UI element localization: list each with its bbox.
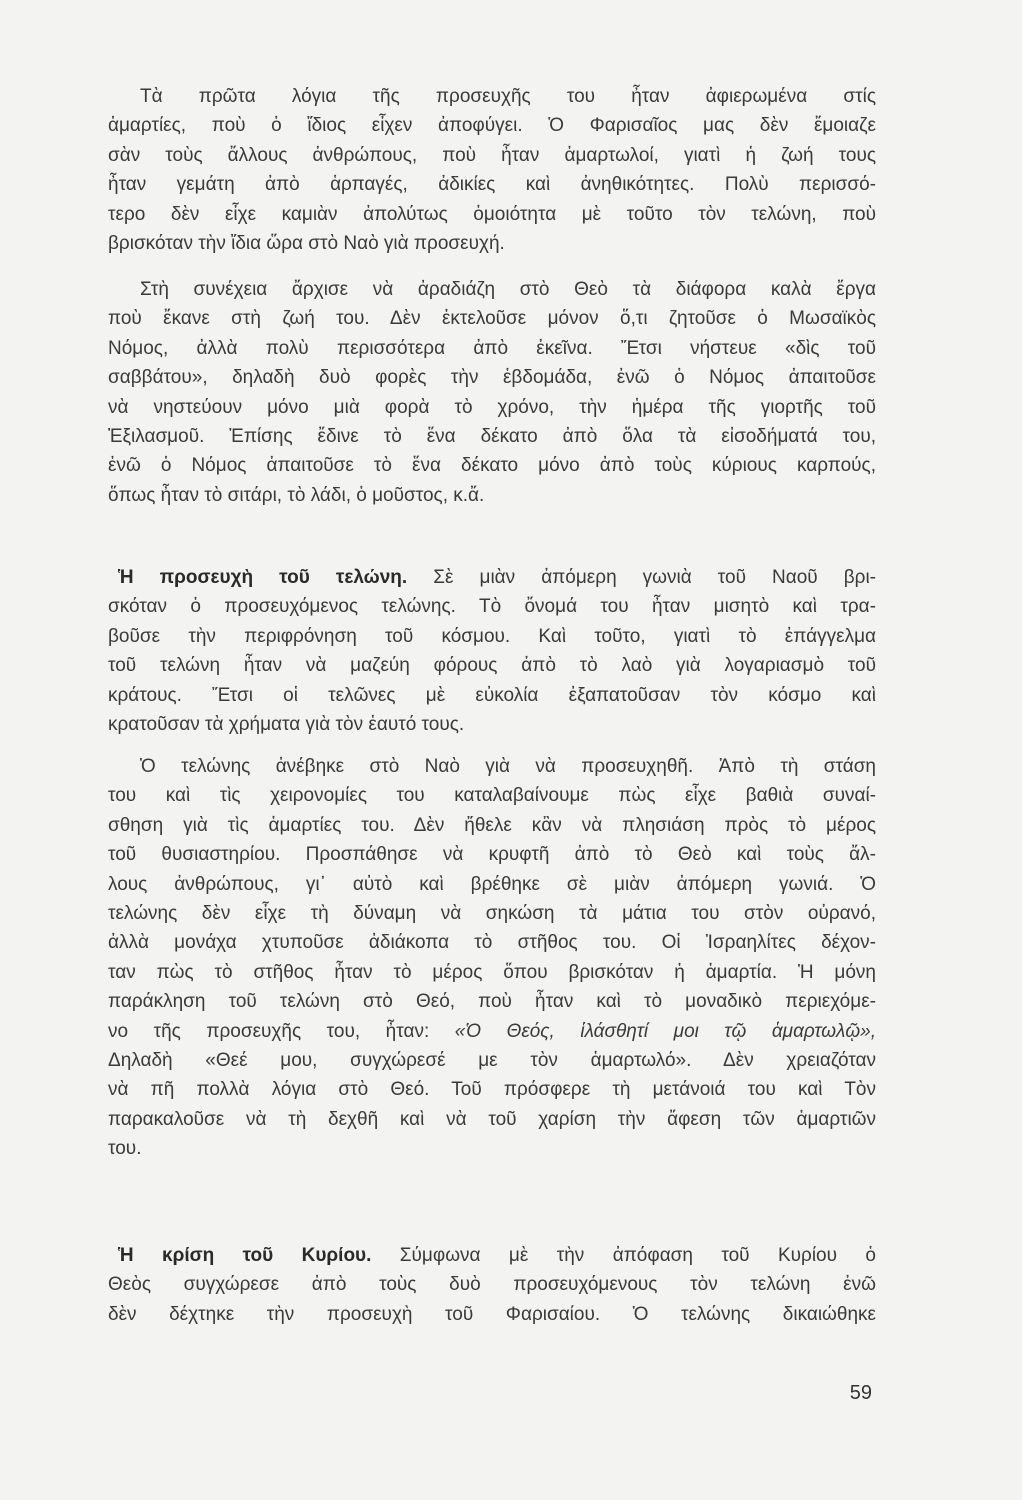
text-line: βοῦσε τὴν περιφρόνηση τοῦ κόσμου. Καὶ τοῦτο, γιατὶ τὸ ἐπάγγελμα bbox=[108, 625, 876, 647]
text-line: Ὁ τελώνης ἀνέβηκε στὸ Ναὸ γιὰ νὰ προσευχηθῆ. Ἀπὸ τὴ στάση bbox=[140, 756, 876, 777]
text-line: τοῦ τελώνη ἦταν νὰ μαζεύη φόρους ἀπὸ τὸ λαὸ γιὰ λογαριασμὸ τοῦ bbox=[108, 655, 876, 677]
text-line bbox=[108, 1241, 876, 1270]
text-line: ἁμαρτίες, ποὺ ὁ ἴδιος εἶχεν ἀποφύγει. Ὁ Φαρισαῖος μας δὲν ἔμοιαζε bbox=[108, 115, 876, 137]
text-line: ὅπως ἦταν τὸ σιτάρι, τὸ λάδι, ὁ μοῦστος, κ.ἄ. bbox=[108, 484, 485, 506]
text-span: Σὲ μιὰν ἀπόμερη γωνιὰ τοῦ Ναοῦ βρι- bbox=[433, 567, 876, 588]
text-line: νὰ πῆ πολλὰ λόγια στὸ Θεό. Τοῦ πρόσφερε τὴ μετάνοιά του καὶ Τὸν bbox=[108, 1079, 876, 1101]
text-line: Ἐξιλασμοῦ. Ἐπίσης ἔδινε τὸ ἕνα δέκατο ἀπὸ ὅλα τὰ εἰσοδήματά του, bbox=[108, 425, 876, 447]
text-line: νὰ νηστεύουν μόνο μιὰ φορὰ τὸ χρόνο, τὴν ἡμέρα τῆς γιορτῆς τοῦ bbox=[108, 396, 876, 418]
text-line: του. bbox=[108, 1138, 142, 1160]
text-line: Νόμος, ἀλλὰ πολὺ περισσότερα ἀπὸ ἐκεῖνα. Ἔτσι νήστευε «δὶς τοῦ bbox=[108, 337, 876, 359]
section-tax-collector-prayer bbox=[108, 563, 876, 739]
text-line: παράκληση τοῦ τελώνη στὸ Θεό, ποὺ ἦταν καὶ τὸ μοναδικὸ περιεχόμε- bbox=[108, 991, 876, 1013]
text-line: σὰν τοὺς ἄλλους ἀνθρώπους, ποὺ ἦταν ἁμαρτωλοί, γιατὶ ἡ ζωή τους bbox=[108, 144, 876, 166]
text-line: τελώνης δὲν εἶχε τὴ δύναμη νὰ σηκώση τὰ μάτια του στὸν οὐρανό, bbox=[108, 902, 876, 924]
text-line: κρατοῦσαν τὰ χρήματα γιὰ τὸν ἑαυτό τους. bbox=[108, 713, 465, 735]
section-heading: Ἡ κρίση τοῦ Κυρίου. bbox=[118, 1245, 372, 1266]
text-line: σκόταν ὁ προσευχόμενος τελώνης. Τὸ ὄνομά του ἦταν μισητὸ καὶ τρα- bbox=[108, 596, 876, 618]
text-line: ἀλλὰ μονάχα χτυποῦσε ἀδιάκοπα τὸ στῆθος του. Οἱ Ἰσραηλίτες δέχον- bbox=[108, 932, 876, 954]
text-line: τοῦ θυσιαστηρίου. Προσπάθησε νὰ κρυφτῆ ἀπὸ τὸ Θεὸ καὶ τοὺς ἄλ- bbox=[108, 844, 876, 866]
text-line: λους ἀνθρώπους, γι᾽ αὐτὸ καὶ βρέθηκε σὲ μιὰν ἀπόμερη γωνιά. Ὁ bbox=[108, 873, 876, 895]
paragraph-pharisee-prayer bbox=[108, 82, 876, 258]
paragraph-good-works bbox=[108, 275, 876, 510]
text-line: τερο δὲν εἶχε καμιὰν ἀπολύτως ὁμοιότητα μὲ τοῦτο τὸν τελώνη, ποὺ bbox=[108, 203, 876, 225]
text-line: σθηση γιὰ τὶς ἁμαρτίες του. Δὲν ἤθελε κἂν νὰ πλησιάση πρὸς τὸ μέρος bbox=[108, 814, 876, 836]
section-heading: Ἡ προσευχὴ τοῦ τελώνη. bbox=[118, 567, 408, 588]
text-line: Στὴ συνέχεια ἄρχισε νὰ ἀραδιάζη στὸ Θεὸ τὰ διάφορα καλὰ ἔργα bbox=[140, 279, 876, 300]
text-line: Θεὸς συγχώρεσε ἀπὸ τοὺς δυὸ προσευχόμενους τὸν τελώνη ἐνῶ bbox=[108, 1274, 876, 1296]
text-line: βρισκόταν τὴν ἴδια ὥρα στὸ Ναὸ γιὰ προσευχή. bbox=[108, 232, 505, 254]
text-span: νο τῆς προσευχῆς του, ἦταν: bbox=[108, 1020, 430, 1042]
text-line: του καὶ τὶς χειρονομίες του καταλαβαίνουμε πὼς εἶχε βαθιὰ συναί- bbox=[108, 785, 876, 807]
text-line: σαββάτου», δηλαδὴ δυὸ φορὲς τὴν ἑβδομάδα, ἐνῶ ὁ Νόμος ἀπαιτοῦσε bbox=[108, 367, 876, 389]
text-line: ἦταν γεμάτη ἀπὸ ἁρπαγές, ἀδικίες καὶ ἀνηθικότητες. Πολὺ περισσό- bbox=[108, 174, 876, 196]
paragraph-tax-collector-repentance bbox=[108, 752, 876, 1163]
text-line: δὲν δέχτηκε τὴν προσευχὴ τοῦ Φαρισαίου. Ὁ τελώνης δικαιώθηκε bbox=[108, 1303, 876, 1325]
section-lords-judgment bbox=[108, 1241, 876, 1329]
text-line: Δηλαδὴ «Θεέ μου, συγχώρεσέ με τὸν ἁμαρτωλό». Δὲν χρειαζόταν bbox=[108, 1049, 876, 1071]
page-number: 59 bbox=[849, 1382, 872, 1404]
text-line: ταν πὼς τὸ στῆθος ἦταν τὸ μέρος ὅπου βρισκόταν ἡ ἁμαρτία. Ἡ μόνη bbox=[108, 961, 876, 983]
text-line bbox=[108, 563, 876, 592]
text-line: παρακαλοῦσε νὰ τὴ δεχθῆ καὶ νὰ τοῦ χαρίση τὴν ἄφεση τῶν ἁμαρτιῶν bbox=[108, 1108, 876, 1130]
text-line bbox=[108, 1017, 876, 1046]
text-line: κράτους. Ἔτσι οἱ τελῶνες μὲ εὐκολία ἐξαπατοῦσαν τὸν κόσμο καὶ bbox=[108, 684, 876, 706]
text-line: ἐνῶ ὁ Νόμος ἀπαιτοῦσε τὸ ἕνα δέκατο μόνο ἀπὸ τοὺς κύριους καρπούς, bbox=[108, 455, 876, 477]
text-span: Σύμφωνα μὲ τὴν ἀπόφαση τοῦ Κυρίου ὁ bbox=[399, 1245, 876, 1266]
prayer-quote: «Ὁ Θεός, ἱλάσθητί μοι τῷ ἁμαρτωλῷ», bbox=[454, 1020, 877, 1042]
text-line: ποὺ ἔκανε στὴ ζωή του. Δὲν ἐκτελοῦσε μόνον ὅ,τι ζητοῦσε ὁ Μωσαϊκὸς bbox=[108, 308, 876, 330]
text-line: Τὰ πρῶτα λόγια τῆς προσευχῆς του ἦταν ἀφιερωμένα στίς bbox=[140, 86, 876, 107]
